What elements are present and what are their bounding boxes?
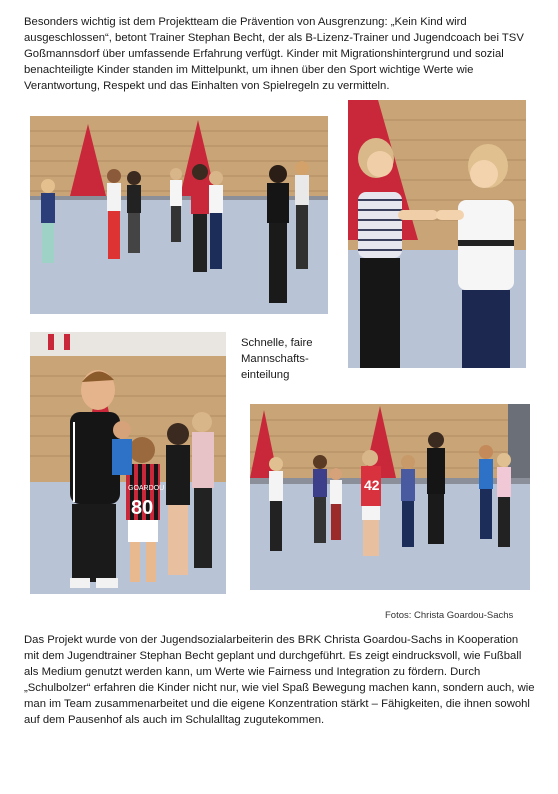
photo-girls-handshake <box>348 100 526 368</box>
closing-paragraph: Das Projekt wurde von der Jugendsozialarbeiterin des BRK Christa Goardou-Sachs in Kooperation mit dem Jugendtrainer Stephan Becht geplant und durchgeführt. Es zeigt eindrucksvoll, wie Fußball als Medium genutzt werden kann, um Werte wie Fairness und Integration zu fördern. Durch „Schulbolzer“ erfahren die Kinder nicht nur, wie viel Spaß Bewegung machen kann, sondern auch, wie man im Team zusammenarbeitet und die eigene Konzentration stärkt – Fähigkeiten, die ihnen sowohl auf dem Pausenhof als auch im Schulalltag zugutekommen. <box>24 634 535 726</box>
jersey-name-text: GOARDOU <box>128 485 165 492</box>
photo-group-children <box>30 116 328 314</box>
photo-credit: Fotos: Christa Goardou-Sachs <box>385 610 514 621</box>
photo-children-line <box>250 404 530 590</box>
intro-paragraph: Besonders wichtig ist dem Projektteam die Prävention von Ausgrenzung: „Kein Kind wird ausgeschlossen“, betont Trainer Stephan Becht, der als B-Lizenz-Trainer und Jugendcoach bei TSV Goßmannsdorf über umfassende Erfahrung verfügt. Kinder mit Migrationshintergrund und sozial benachteiligte Kinder standen im Mittelpunkt, um ihnen über den Sport wichtige Werte wie Verantwortung, Respekt und das Einhalten von Spielregeln zu vermitteln. <box>24 16 524 92</box>
photo-coach-with-kids <box>30 332 226 594</box>
jersey-number-text: 42 <box>364 477 380 493</box>
jersey-number-text: 80 <box>131 497 154 519</box>
photo-caption: Schnelle, faire Mannschafts-einteilung <box>241 337 313 381</box>
